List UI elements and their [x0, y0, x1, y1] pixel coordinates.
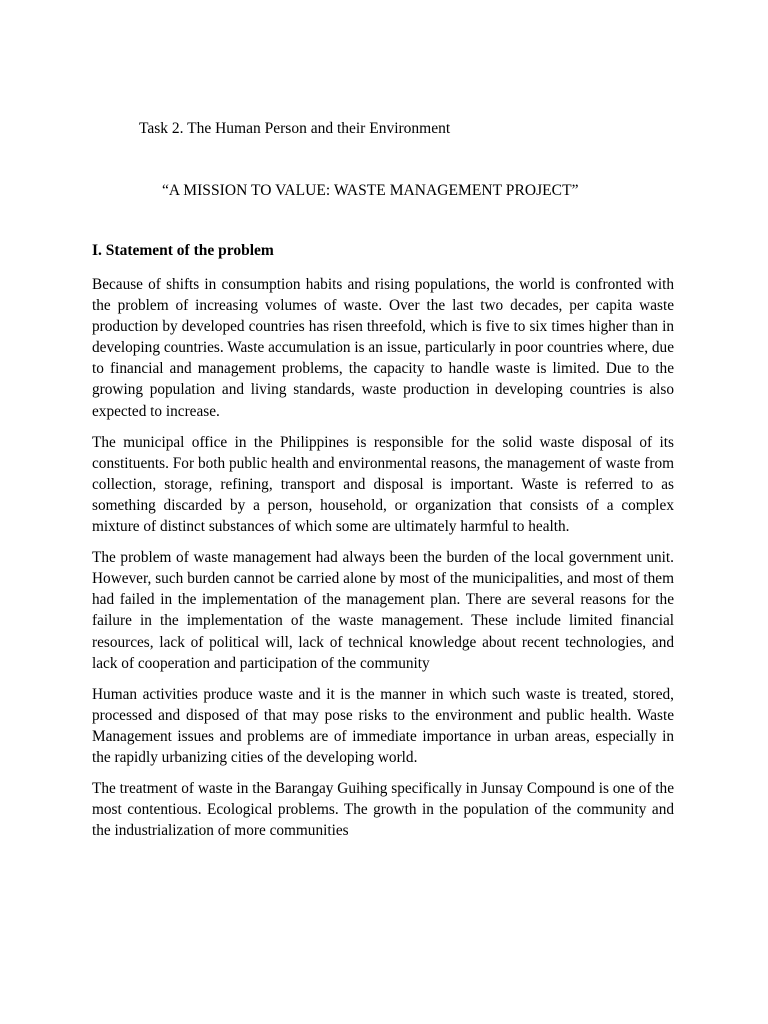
body-text [92, 274, 674, 851]
paragraph: Because of shifts in consumption habits and rising populations, the world is confronted with the problem of increasing volumes of waste. Over the last two decades, per capita waste production by developed countries has risen threefold, which is five to six times higher than in developing countries. Waste accumulation is an issue, particularly in poor countries where, due to financial and management problems, the capacity to handle waste is limited. Due to the growing population and living standards, waste production in developing countries is also expected to increase. [92, 276, 674, 420]
paragraph: The treatment of waste in the Barangay Guihing specifically in Junsay Compound is one of the most contentious. Ecological problems. The growth in the population of the community and the industrialization of more communities [92, 780, 674, 840]
project-title: “A MISSION TO VALUE: WASTE MANAGEMENT PROJECT” [162, 182, 579, 199]
paragraph: The municipal office in the Philippines is responsible for the solid waste disposal of its constituents. For both public health and environmental reasons, the management of waste from collection, storage, refining, transport and disposal is important. Waste is referred to as something discarded by a person, household, or organization that consists of a complex mixture of distinct substances of which some are ultimately harmful to health. [92, 433, 674, 536]
section-heading: I. Statement of the problem [92, 242, 274, 259]
paragraph: The problem of waste management had always been the burden of the local government unit. However, such burden cannot be carried alone by most of the municipalities, and most of them had failed in the implementation of the management plan. There are several reasons for the failure in the implementation of the waste management. These include limited financial resources, lack of political will, lack of technical knowledge about recent technologies, and lack of cooperation and participation of the community [92, 549, 674, 672]
paragraph: Human activities produce waste and it is the manner in which such waste is treated, stored, processed and disposed of that may pose risks to the environment and public health. Waste Management issues and problems are of immediate importance in urban areas, especially in the rapidly urbanizing cities of the developing world. [92, 685, 674, 766]
task-label: Task 2. The Human Person and their Environment [139, 120, 451, 137]
